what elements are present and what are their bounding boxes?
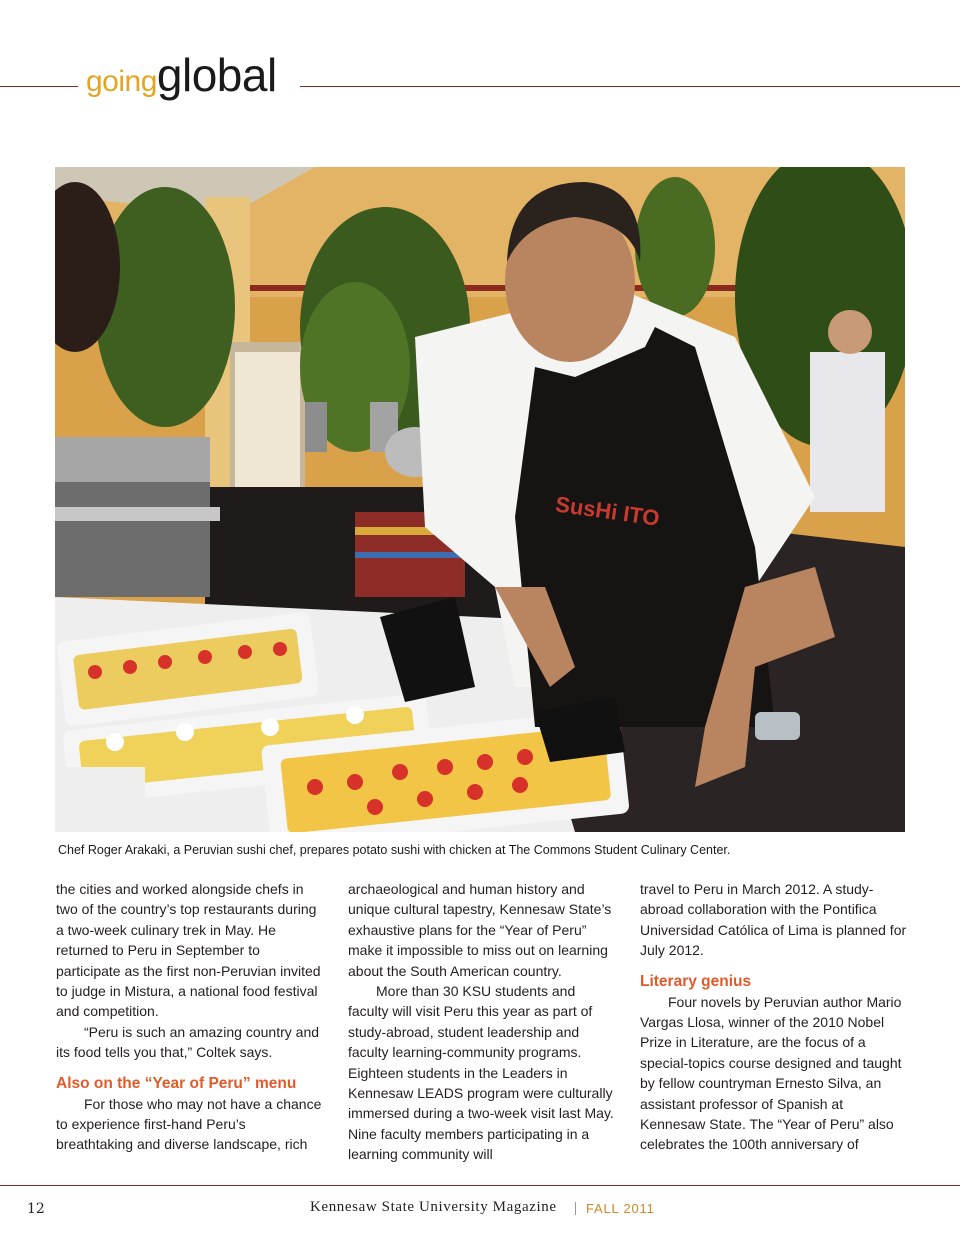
col2-paragraph-1: archaeological and human history and unique cultural tapestry, Kennesaw State’s exhaustive plans for the “Year of Peru” make it impossible to miss out on learning about the South American country. [348,881,612,979]
issue-label: FALL 2011 [586,1201,655,1216]
apron-text: SusHi ITO [553,491,662,531]
col2-paragraph-2: More than 30 KSU students and faculty will visit Peru this year as part of study-abroad, student leadership and faculty learning-community programs. Eighteen students in the Leaders in Kennesaw LEADS program were culturally immersed during a two-week visit last May. Nine faculty members participating in a learning community will [348,983,614,1163]
column-2 [348,879,618,1165]
chef-photo [55,167,905,832]
col1-subheading: Also on the “Year of Peru” menu [56,1074,297,1092]
page-number: 12 [27,1201,45,1217]
col3-subheading: Literary genius [640,972,752,990]
col1-paragraph-2: “Peru is such an amazing country and its food tells you that,” Coltek says. [56,1023,320,1061]
section-title-light: going [86,65,157,98]
publication-name: Kennesaw State University Magazine [310,1199,557,1215]
col3-paragraph-1: travel to Peru in March 2012. A study-abroad collaboration with the Pontifica Universidad Católica of Lima is planned for July 2012. [640,881,907,959]
col3-paragraph-2: Four novels by Peruvian author Mario Vargas Llosa, winner of the 2010 Nobel Prize in Literature, are the focus of a special-topics course designed and taught by fellow countryman Ernesto Silva, an assistant professor of Spanish at Kennesaw State. The “Year of Peru” also celebrates the 100th anniversary of [640,993,902,1153]
footer-separator [575,1202,576,1215]
header-rule-right [300,86,960,87]
column-1 [56,879,326,1155]
col1-paragraph-1: the cities and worked alongside chefs in two of the country’s top restaurants during a two-week culinary trek in May. He returned to Peru in September to participate as the first non-Peruvian invited to judge in Mistura, a national food festival and competition. [56,881,321,1020]
header-rule-left [0,86,78,87]
photo-caption: Chef Roger Arakaki, a Peruvian sushi chef, prepares potato sushi with chicken at The Commons Student Culinary Center. [58,843,731,857]
section-title [86,49,277,101]
column-3 [640,879,910,1155]
col1-paragraph-3: For those who may not have a chance to experience first-hand Peru’s breathtaking and diverse landscape, rich [56,1095,322,1153]
footer-rule [0,1185,960,1186]
section-title-bold: global [156,49,277,101]
